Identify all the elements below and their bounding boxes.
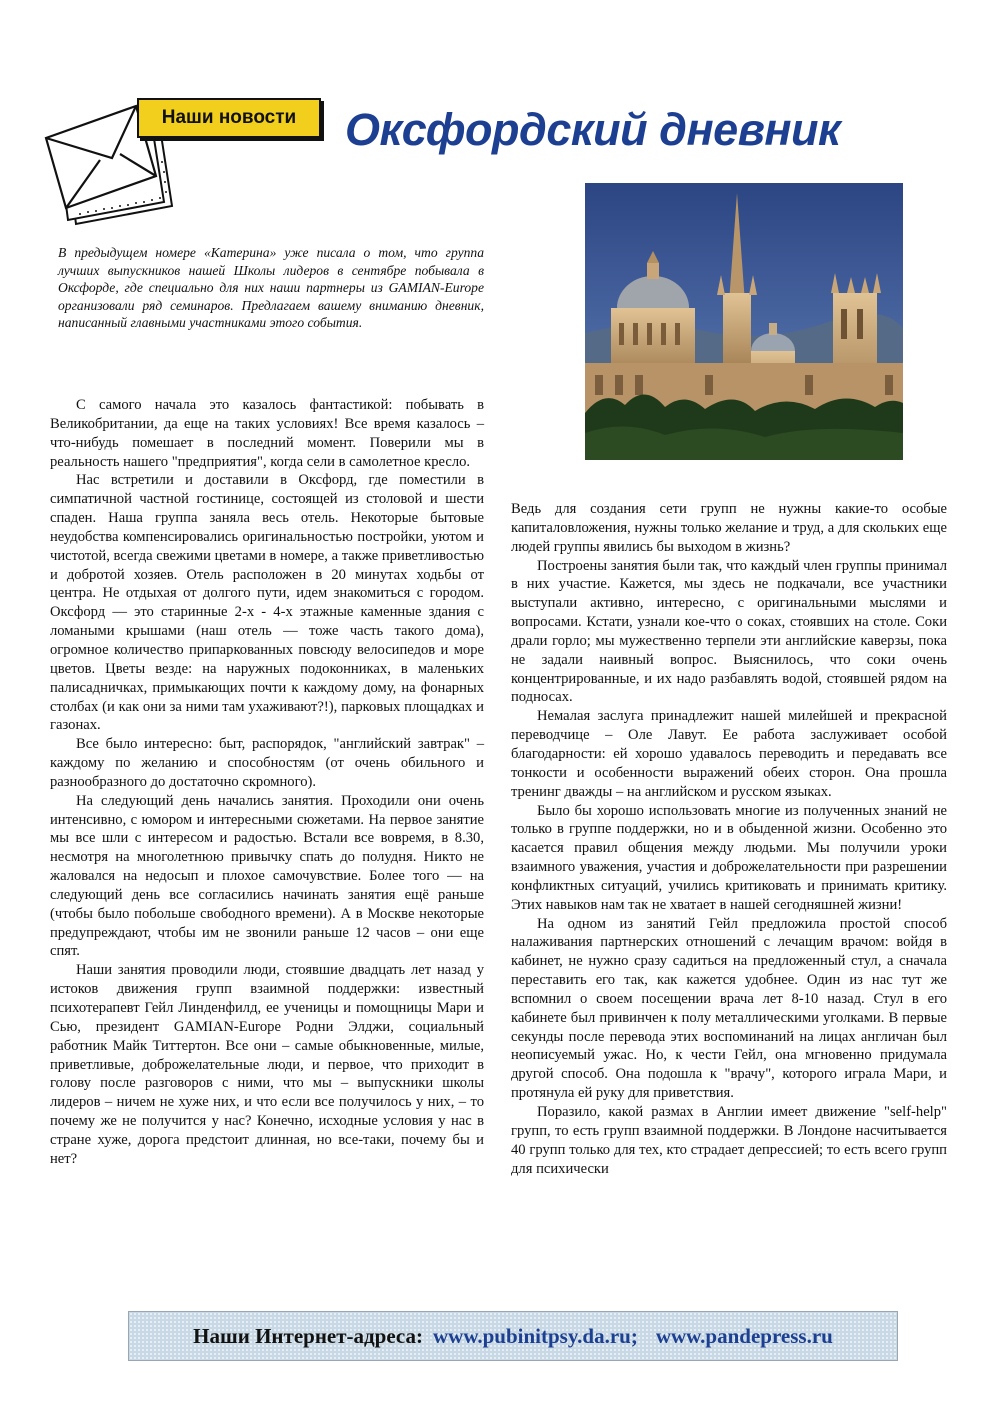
paragraph: На следующий день начались занятия. Проходили они очень интенсивно, с юмором и интересными сюжетами. На первое занятие мы все шли с интересом и радостью. Встали все вовремя, в 8.30, несмотря на многолетнюю привычку спать до полудня. Никто не жаловался на недосып и плохое самочувствие. Более того — на следующий день все согласились начинать занятия ещё раньше (чтобы было побольше свободного времени). А в Москве некоторые предупреждают, чтобы им не звонили раньше 12 часов – они еще спят. xyxy=(50,792,484,960)
footer-banner xyxy=(128,1311,898,1361)
paragraph: Наши занятия проводили люди, стоявшие двадцать лет назад у истоков движения групп взаимной поддержки: известный психотерапевт Гейл Линденфилд, ее ученицы и помощницы Мари и Сью, президент GAMIAN-Europe Родни Элджи, социальный работник Майк Титтертон. Все они – самые обыкновенные, милые, приветливые, доброжелательные люди, и первое, что приходит в голову после разговоров с ними, что мы – выпускники школы лидеров – ничем не хуже них, и что если все получилось у них, – то почему же не получится у нас? Конечно, исходные условия у нас в стране хуже, дорога предстоит длинная, но все-таки, почему бы и нет? xyxy=(50,962,484,1167)
paragraph: Немалая заслуга принадлежит нашей милейшей и прекрасной переводчице – Оле Лавут. Ее работа заслуживает особой благодарности: ей хорошо удавалось переводить и передавать все тонкости и особенности выражений обеих сторон. Она прошла тренинг дважды – на английском и русском языках. xyxy=(511,708,947,800)
section-badge xyxy=(137,98,321,138)
footer-label: Наши Интернет-адреса: xyxy=(193,1323,423,1348)
footer-link-1[interactable]: www.pubinitpsy.da.ru; xyxy=(433,1323,638,1348)
article-column-2 xyxy=(511,500,947,1178)
paragraph: Было бы хорошо использовать многие из полученных знаний не только в группе поддержки, но и в обыденной жизни. Особенно это касается правил общения между людьми. Мы получили уроки взаимного уважения, участия и доброжелательности при разрешении конфликтных ситуаций, учились критиковать и принимать критику. Этих навыков нам так не хватает в нашей сегодняшней жизни! xyxy=(511,802,947,913)
paragraph: Построены занятия были так, что каждый член группы принимал в них участие. Кажется, мы здесь не подкачали, все участники выступали активно, интересно, с оригинальными мыслями и вопросами. Кстати, узнали кое-что о соках, стоявших на столе. Соки драли горло; мы мужественно терпели эти английские каверзы, пока не задали наивный вопрос. Выяснилось, что соки очень концентрированные, и их надо разбавлять водой, стоявшей рядом на подносах. xyxy=(511,557,947,706)
oxford-photo xyxy=(585,183,903,460)
lead-paragraph: В предыдущем номере «Катерина» уже писала о том, что группа лучших выпускников нашей Школы лидеров в сентябре побывала в Оксфорде, где специально для них наши партнеры из GAMIAN-Europe организовали ряд семинаров. Предлагаем вашему вниманию дневник, написанный главными участниками этого события. xyxy=(58,245,484,331)
page-title: Оксфордский дневник xyxy=(345,104,841,155)
paragraph: Поразило, какой размах в Англии имеет движение "self-help" групп, то есть групп взаимной поддержки. В Лондоне насчитывается 40 групп только для тех, кто страдает депрессией; то есть всего групп для психически xyxy=(511,1104,947,1177)
paragraph: Ведь для создания сети групп не нужны какие-то особые капиталовложения, нужны только желание и труд, а для скольких еще людей группы явились бы выходом в жизнь? xyxy=(511,501,947,555)
paragraph: С самого начала это казалось фантастикой: побывать в Великобритании, да еще на таких условиях! Все время казалось – что-нибудь помешает в последний момент. Поверили мы в реальность нашего "предприятия", когда сели в самолетное кресло. xyxy=(50,397,484,470)
footer-link-2[interactable]: www.pandepress.ru xyxy=(655,1323,833,1348)
section-label: Наши новости xyxy=(161,107,297,128)
paragraph: На одном из занятий Гейл предложила простой способ налаживания партнерских отношений с лечащим врачом: войдя в кабинет, не нужно сразу садиться на предложенный стул, а сначала переставить его так, как кажется удобнее. Один из нас тут же вспомнил о своем посещении врача лет 8-10 назад. Стул в его кабинете был привинчен к полу металлическими уголками. В первые секунды после перевода этих воспоминаний на лицах англичан был неописуемый ужас. Но, к чести Гейл, она мгновенно придумала другой способ. Она подошла к "врачу", которого играла Мари, и протянула ей руку для приветствия. xyxy=(511,915,947,1102)
article-column-1 xyxy=(50,396,484,1169)
paragraph: Нас встретили и доставили в Оксфорд, где поместили в симпатичной частной гостинице, состоящей из столовой и шести спаден. Наша группа заняла весь отель. Некоторые бытовые неудобства компенсировались оригинальностью постройки, уютом и чистотой, всегда свежими цветами в номере, а также приветливостью и добротой хозяев. Отель расположен в 20 минутах ходьбы от центра. Не отдыхая от долгого пути, идем знакомиться с городом. Оксфорд — это старинные 2-х - 4-х этажные каменные здания с ломаными крышами (наш отель — тоже часть такого дома), огромное количество припаркованных повсюду велосипедов и море цветов. Цветы везде: на наружных подоконниках, в маленьких палисадничках, примыкающих почти к каждому дому, на фонарных столбах (и как они за ними там ухаживают?!), парковых площадках и газонах. xyxy=(50,472,485,734)
paragraph: Все было интересно: быт, распорядок, "английский завтрак" – каждому по желанию и способностям (от очень обильного и разнообразного до достаточно скромного). xyxy=(50,736,484,790)
